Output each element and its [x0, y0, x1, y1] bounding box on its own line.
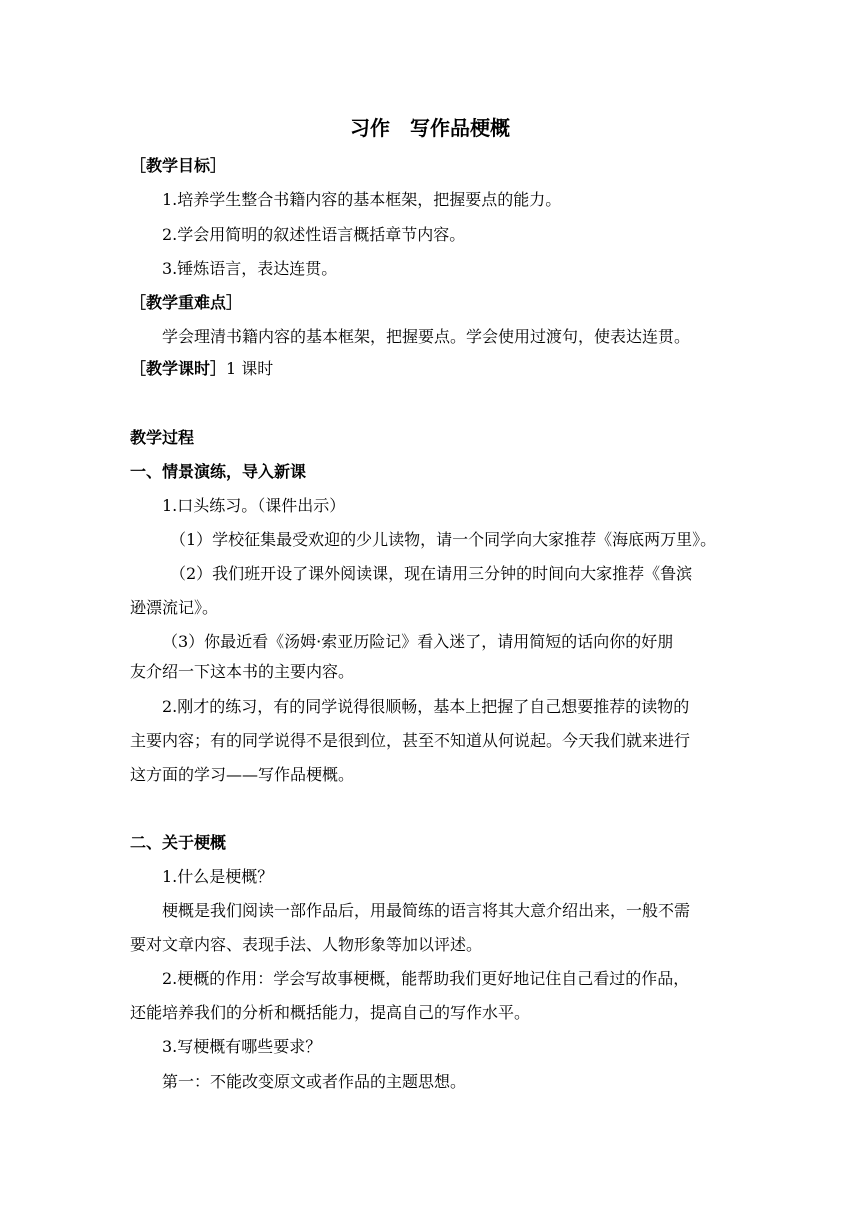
section2-definition: 梗概是我们阅读一部作品后，用最简练的语言将其大意介绍出来，一般不需 — [162, 901, 691, 920]
section2-role-cont: 还能培养我们的分析和概括能力，提高自己的写作水平。 — [130, 1003, 531, 1022]
keypoints-text: 学会理清书籍内容的基本框架，把握要点。学会使用过渡句，使表达连贯。 — [162, 327, 691, 346]
process-heading: 教学过程 — [130, 428, 195, 447]
section1-item2-cont: 主要内容；有的同学说得不是很到位，甚至不知道从何说起。今天我们就来进行 — [130, 731, 691, 750]
section2-requirement-1: 第一：不能改变原文或者作品的主题思想。 — [162, 1072, 467, 1091]
page-title: 习作 写作品梗概 — [350, 116, 510, 140]
section1-item2-cont: 这方面的学习——写作品梗概。 — [130, 765, 355, 784]
section1-item2: 2.刚才的练习，有的同学说得很顺畅，基本上把握了自己想要推荐的读物的 — [162, 697, 690, 716]
section1-heading: 一、情景演练，导入新课 — [130, 462, 307, 481]
section2-q1: 1.什么是梗概？ — [162, 867, 274, 886]
section1-item1: 1.口头练习。（课件出示） — [162, 496, 346, 515]
objectives-heading: ［教学目标］ — [130, 156, 227, 175]
section1-sub1: （1）学校征集最受欢迎的少儿读物，请一个同学向大家推荐《海底两万里》。 — [170, 530, 717, 549]
objective-item: 2.学会用简明的叙述性语言概括章节内容。 — [162, 225, 466, 244]
section1-sub3: （3）你最近看《汤姆·索亚历险记》看入迷了，请用简短的话向你的好朋 — [162, 632, 674, 651]
keypoints-heading: ［教学重难点］ — [130, 293, 243, 312]
section1-sub2-cont: 逊漂流记》。 — [130, 598, 219, 617]
objective-item: 3.锤炼语言，表达连贯。 — [162, 259, 338, 278]
section2-q3: 3.写梗概有哪些要求？ — [162, 1037, 322, 1056]
hours-heading: ［教学课时］ — [130, 359, 227, 378]
section2-heading: 二、关于梗概 — [130, 833, 227, 852]
section2-definition-cont: 要对文章内容、表现手法、人物形象等加以评述。 — [130, 935, 483, 954]
hours-line — [130, 359, 273, 379]
hours-value: 1 课时 — [226, 359, 274, 378]
objective-item: 1.培养学生整合书籍内容的基本框架，把握要点的能力。 — [162, 190, 562, 209]
section1-sub2: （2）我们班开设了课外阅读课，现在请用三分钟的时间向大家推荐《鲁滨 — [170, 564, 693, 583]
section2-role: 2.梗概的作用：学会写故事梗概，能帮助我们更好地记住自己看过的作品， — [162, 969, 690, 988]
section1-sub3-cont: 友介绍一下这本书的主要内容。 — [130, 662, 355, 681]
